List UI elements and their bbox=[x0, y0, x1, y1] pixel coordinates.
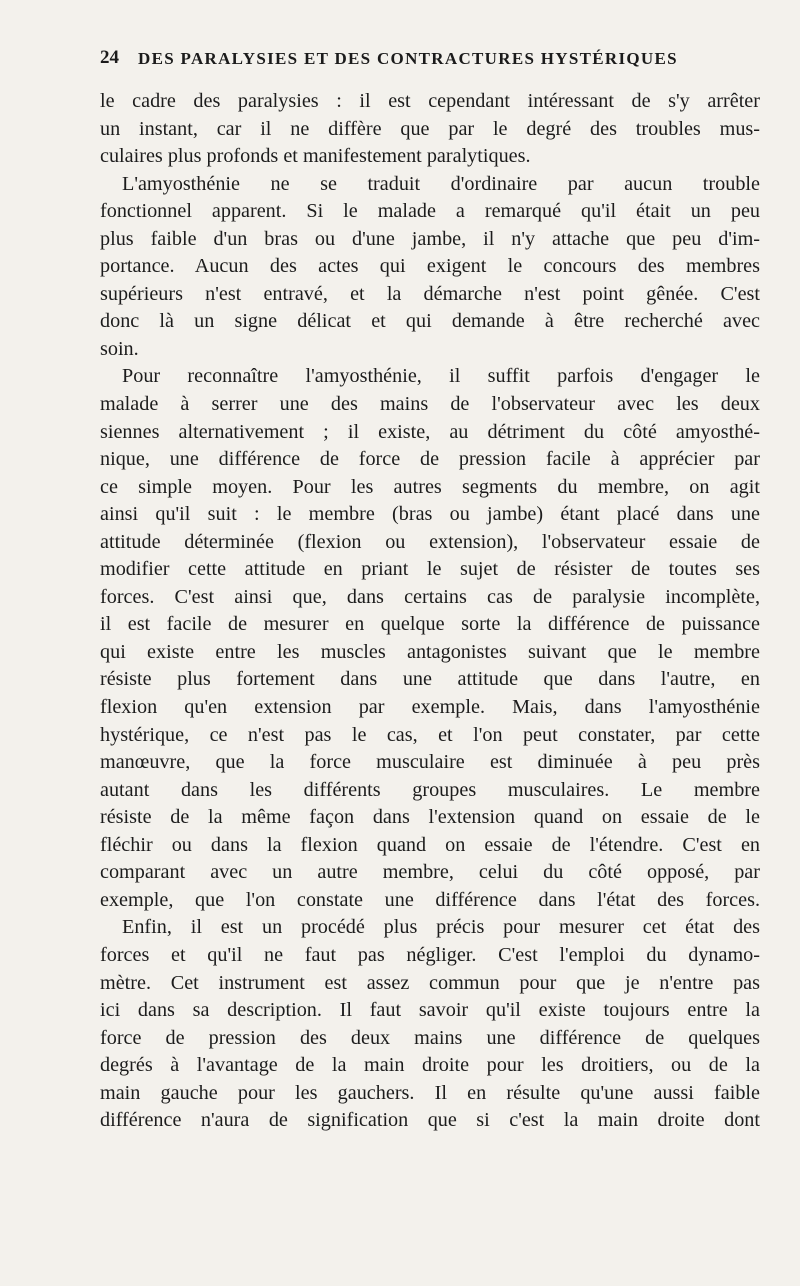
text-line: il est facile de mesurer en quelque sorte la différence de puissance bbox=[100, 613, 760, 636]
text-line: hystérique, ce n'est pas le cas, et l'on peut constater, par cette bbox=[100, 723, 760, 746]
text-line: un instant, car il ne diffère que par le degré des troubles mus- bbox=[100, 117, 760, 140]
text-line: siennes alternativement ; il existe, au détriment du côté amyosthé- bbox=[100, 420, 760, 443]
running-title: DES PARALYSIES ET DES CONTRACTURES HYSTÉRIQUES bbox=[138, 49, 678, 68]
text-line: fonctionnel apparent. Si le malade a remarqué qu'il était un peu bbox=[100, 200, 760, 223]
text-line: main gauche pour les gauchers. Il en résulte qu'une aussi faible bbox=[100, 1081, 760, 1104]
text-line: exemple, que l'on constate une différence dans l'état des forces. bbox=[100, 888, 760, 911]
text-line: qui existe entre les muscles antagonistes suivant que le membre bbox=[100, 640, 760, 663]
text-line: attitude déterminée (flexion ou extension), l'observateur essaie de bbox=[100, 530, 760, 553]
text-line: comparant avec un autre membre, celui du côté opposé, par bbox=[100, 861, 760, 884]
text-line: modifier cette attitude en priant le sujet de résister de toutes ses bbox=[100, 558, 760, 581]
text-line: plus faible d'un bras ou d'une jambe, il n'y attache que peu d'im- bbox=[100, 227, 760, 250]
text-line: ici dans sa description. Il faut savoir qu'il existe toujours entre la bbox=[100, 999, 760, 1022]
text-line: force de pression des deux mains une différence de quelques bbox=[100, 1026, 760, 1049]
body-text bbox=[100, 88, 760, 1135]
text-line: culaires plus profonds et manifestement paralytiques. bbox=[100, 145, 531, 168]
text-line: mètre. Cet instrument est assez commun pour que je n'entre pas bbox=[100, 971, 760, 994]
text-line: L'amyosthénie ne se traduit d'ordinaire par aucun trouble bbox=[122, 172, 760, 195]
text-line: ainsi qu'il suit : le membre (bras ou jambe) étant placé dans une bbox=[100, 503, 760, 526]
text-line: forces. C'est ainsi que, dans certains cas de paralysie incomplète, bbox=[100, 585, 760, 608]
text-line: nique, une différence de force de pression facile à apprécier par bbox=[100, 448, 760, 471]
page-header bbox=[100, 47, 755, 73]
text-line: résiste plus fortement dans une attitude que dans l'autre, en bbox=[100, 668, 760, 691]
text-line: donc là un signe délicat et qui demande à être recherché avec bbox=[100, 310, 760, 333]
text-line: Enfin, il est un procédé plus précis pour mesurer cet état des bbox=[122, 916, 760, 939]
text-line: manœuvre, que la force musculaire est diminuée à peu près bbox=[100, 751, 760, 774]
text-line: supérieurs n'est entravé, et la démarche n'est point gênée. C'est bbox=[100, 282, 760, 305]
text-line: fléchir ou dans la flexion quand on essaie de l'étendre. C'est en bbox=[100, 833, 760, 856]
text-line: Pour reconnaître l'amyosthénie, il suffit parfois d'engager le bbox=[122, 365, 760, 388]
text-line: malade à serrer une des mains de l'observateur avec les deux bbox=[100, 393, 760, 416]
text-line: résiste de la même façon dans l'extension quand on essaie de le bbox=[100, 806, 760, 829]
text-line: autant dans les différents groupes musculaires. Le membre bbox=[100, 778, 760, 801]
page-number: 24 bbox=[100, 47, 119, 68]
text-line: flexion qu'en extension par exemple. Mais, dans l'amyosthénie bbox=[100, 696, 760, 719]
text-line: soin. bbox=[100, 337, 139, 360]
text-line: portance. Aucun des actes qui exigent le concours des membres bbox=[100, 255, 760, 278]
text-line: forces et qu'il ne faut pas négliger. C'est l'emploi du dynamo- bbox=[100, 943, 760, 966]
text-line: degrés à l'avantage de la main droite pour les droitiers, ou de la bbox=[100, 1054, 760, 1077]
text-line: ce simple moyen. Pour les autres segments du membre, on agit bbox=[100, 475, 760, 498]
text-line: différence n'aura de signification que si c'est la main droite dont bbox=[100, 1109, 760, 1132]
text-line: le cadre des paralysies : il est cependant intéressant de s'y arrêter bbox=[100, 90, 760, 112]
